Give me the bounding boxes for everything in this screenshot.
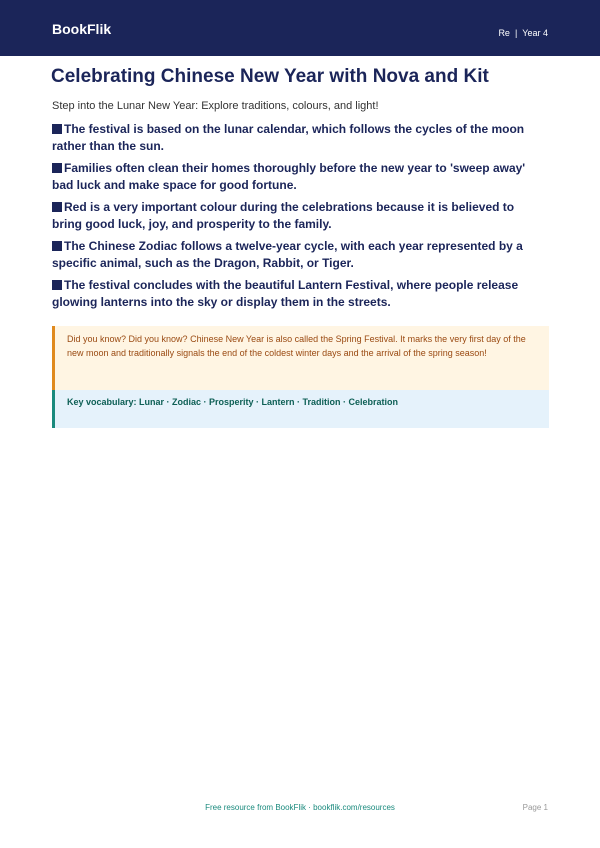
header-bar [0, 0, 600, 56]
square-bullet-icon [52, 163, 62, 173]
facts-list [52, 121, 542, 316]
header-meta [498, 27, 548, 39]
subject-label: Re [498, 28, 510, 38]
square-bullet-icon [52, 202, 62, 212]
square-bullet-icon [52, 280, 62, 290]
brand-logo-text[interactable]: BookFlik [52, 21, 112, 37]
fact-text: The festival is based on the lunar calendar, which follows the cycles of the moon rather than the sun. [52, 122, 525, 153]
fact-item [52, 238, 542, 272]
fact-text: Families often clean their homes thoroughly before the new year to 'sweep away' bad luck and make space for good fortune. [52, 161, 526, 192]
fact-text: The festival concludes with the beautiful Lantern Festival, where people release glowing lanterns into the sky or display them in the streets. [52, 278, 519, 309]
fact-item [52, 160, 542, 194]
footer-resource-link[interactable]: Free resource from BookFlik · bookflik.com/resources [205, 803, 395, 812]
fact-item [52, 199, 542, 233]
meta-separator: | [514, 28, 518, 38]
fact-text: The Chinese Zodiac follows a twelve-year cycle, with each year represented by a specific animal, such as the Dragon, Rabbit, or Tiger. [52, 239, 523, 270]
page-title: Celebrating Chinese New Year with Nova and Kit [51, 66, 489, 87]
year-label: Year 4 [522, 28, 548, 38]
square-bullet-icon [52, 124, 62, 134]
square-bullet-icon [52, 241, 62, 251]
intro-text: Step into the Lunar New Year: Explore traditions, colours, and light! [52, 100, 379, 112]
did-you-know-callout: Did you know? Did you know? Chinese New Year is also called the Spring Festival. It marks the very first day of the new moon and traditionally signals the end of the coldest winter days and the arrival of the spring season! [52, 326, 549, 390]
fact-item [52, 277, 542, 311]
key-vocabulary-box: Key vocabulary: Lunar · Zodiac · Prosperity · Lantern · Tradition · Celebration [52, 390, 549, 428]
page-number: Page 1 [522, 803, 548, 812]
fact-text: Red is a very important colour during the celebrations because it is believed to bring good luck, joy, and prosperity to the family. [52, 200, 515, 231]
fact-item [52, 121, 542, 155]
